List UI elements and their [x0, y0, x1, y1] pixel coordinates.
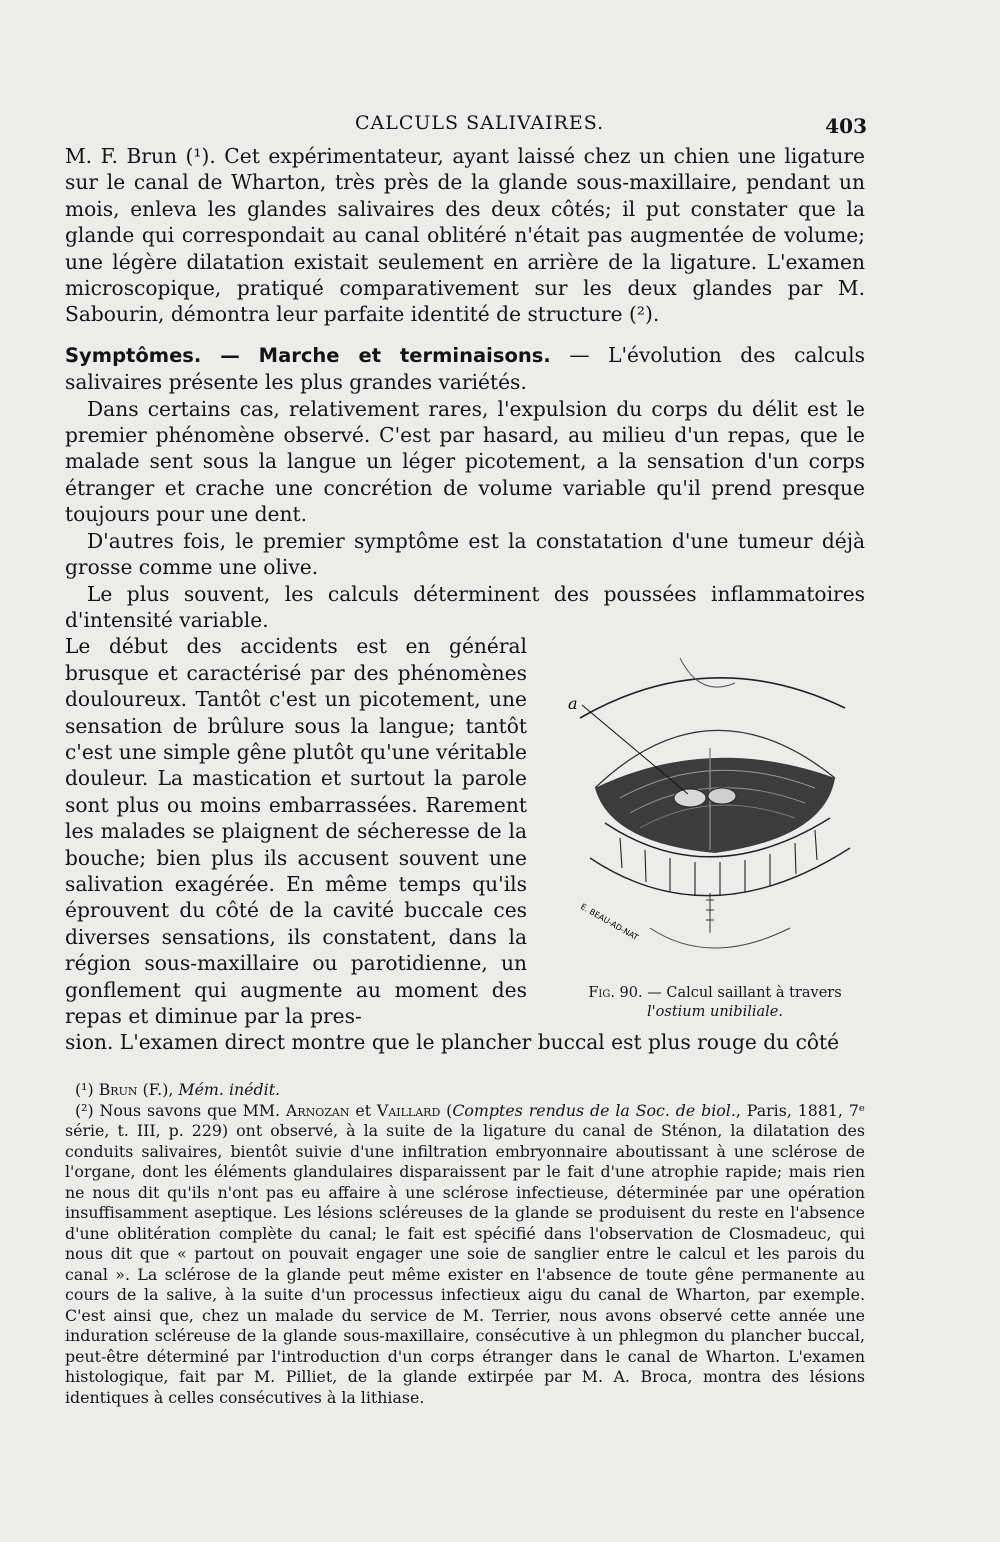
footnote-mark: (²) [75, 1100, 100, 1120]
footnote-author: Arnozan [285, 1100, 350, 1120]
paragraph-5-full-width: Le plus souvent, les calculs déterminent des poussées inflammatoires d'intensité variable. [65, 581, 865, 632]
paragraph-5-wrapped: Le début des accidents est en général brusque et caractérisé par des phénomènes douloureux. Tantôt c'est un picotement, une sensation de brûlure sous la langue; tantôt c'est une simple gêne plutôt qu'une véritable douleur. La mastication et surtout la parole sont plus ou moins embarrassées. Rarement les malades se plaignent de sécheresse de la bouche; bien plus ils accusent souvent une salivation exagérée. En même temps qu'ils éprouvent du côté de la cavité buccale ces diverses sensations, ils constatent, dans la région sous-maxillaire ou parotidienne, un gonflement qui augmente au moment des repas et diminue par la pres- [65, 634, 527, 1028]
footnotes [65, 1080, 865, 1408]
footnote-author: Vaillard [376, 1100, 441, 1120]
upper-lip-outline [580, 678, 845, 718]
footnote-mark: (¹) [75, 1080, 99, 1099]
footnote-1 [65, 1080, 865, 1101]
chin-mark [706, 893, 714, 933]
footnote-text: Nous savons que MM. [99, 1100, 286, 1120]
caption-label: Fig. 90. [588, 985, 643, 1001]
footnote-source: Mém. inédit. [178, 1080, 281, 1099]
chin-outline [650, 928, 790, 948]
salivary-calculus [674, 789, 706, 807]
paragraph-4: D'autres fois, le premier symptôme est la constatation d'une tumeur déjà grosse comme une olive. [65, 528, 865, 580]
duct-swelling [708, 788, 736, 804]
page-number: 403 [825, 114, 867, 138]
figure-90 [560, 638, 865, 1018]
footnote-text: et [349, 1100, 377, 1120]
mouth-illustration [560, 638, 865, 978]
figure-marker-a: a [568, 694, 578, 713]
paragraph-3: Dans certains cas, relativement rares, l'expulsion du corps du délit est le premier phénomène observé. C'est par hasard, au milieu d'un repas, que le malade sent sous la langue un léger picotement, a la sensation d'un corps étranger et crache une concrétion de volume variable qu'il prend presque toujours pour une dent. [65, 396, 865, 527]
symptoms-intro: — L'évolution des calculs salivaires présente les plus grandes variétés. [65, 342, 865, 395]
footnote-text: , Paris, 1881, 7ᵉ série, t. III, p. 229) ont observé, à la suite de la ligature du canal de Sténon, la dilatation des conduits salivaires, bientôt suivie d'une infiltration embryonnaire aboutissant à une sclérose de l'organe, dont les éléments glandulaires disparaissent par le fait d'une atrophie rapide; mais rien ne nous dit qu'ils n'ont pas eu affaire à une sclérose infectieuse, déterminée par une opération insuffisamment aseptique. Les lésions scléreuses de la glande se produisent du reste en l'absence d'une oblitération complète du canal; le fait est spécifié dans l'observation de Closmadeuc, qui nous dit que « partout on pouvait engager une soie de sanglier entre le calcul et les parois du canal ». La sclérose de la glande peut même exister en l'absence de toute gêne permanente au cours de la salive, à la suite d'un processus infectieux aigu du canal de Wharton, par exemple. C'est ainsi que, chez un malade du service de M. Terrier, nous avons observé cette année une induration scléreuse de la glande sous-maxillaire, consécutive à un phlegmon du plancher buccal, peut-être déterminé par l'introduction d'un corps étranger dans le canal de Wharton. L'examen histologique, fait par M. Pilliet, de la glande extirpée par M. A. Broca, montra des lésions identiques à celles consécutives à la lithiase. [65, 1100, 865, 1407]
paragraph-5-end: sion. L'examen direct montre que le plancher buccal est plus rouge du côté [65, 1030, 840, 1055]
running-head [65, 112, 865, 138]
engraver-signature: E. BEAU-AD-NAT [579, 901, 640, 943]
symptoms-paragraph [65, 342, 865, 396]
paragraph-1: M. F. Brun (¹). Cet expérimentateur, ayant laissé chez un chien une ligature sur le canal de Wharton, très près de la glande sous-maxillaire, pendant un mois, enleva les glandes salivaires des deux côtés; il put constater que la glande qui correspondait au canal oblitéré n'était pas augmentée de volume; une légère dilatation existait seulement en arrière de la ligature. L'examen microscopique, pratiqué comparativement sur les deux glandes par M. Sabourin, démontra leur parfaite identité de structure (²). [65, 144, 865, 327]
section-heading: Symptômes. — Marche et terminaisons. [65, 343, 551, 367]
footnote-text: (F.), [137, 1080, 179, 1099]
footnote-author: Brun [98, 1080, 138, 1099]
footnote-2 [65, 1101, 865, 1409]
caption-italic: l'ostium unibiliale. [647, 1004, 783, 1020]
footnote-text: ( [440, 1100, 453, 1120]
lip-philtrum [680, 658, 735, 687]
running-title: CALCULS SALIVAIRES. [355, 112, 605, 134]
figure-caption [570, 984, 860, 1022]
caption-text: — Calcul saillant à travers [642, 985, 842, 1001]
footnote-source: Comptes rendus de la Soc. de biol. [452, 1100, 736, 1120]
